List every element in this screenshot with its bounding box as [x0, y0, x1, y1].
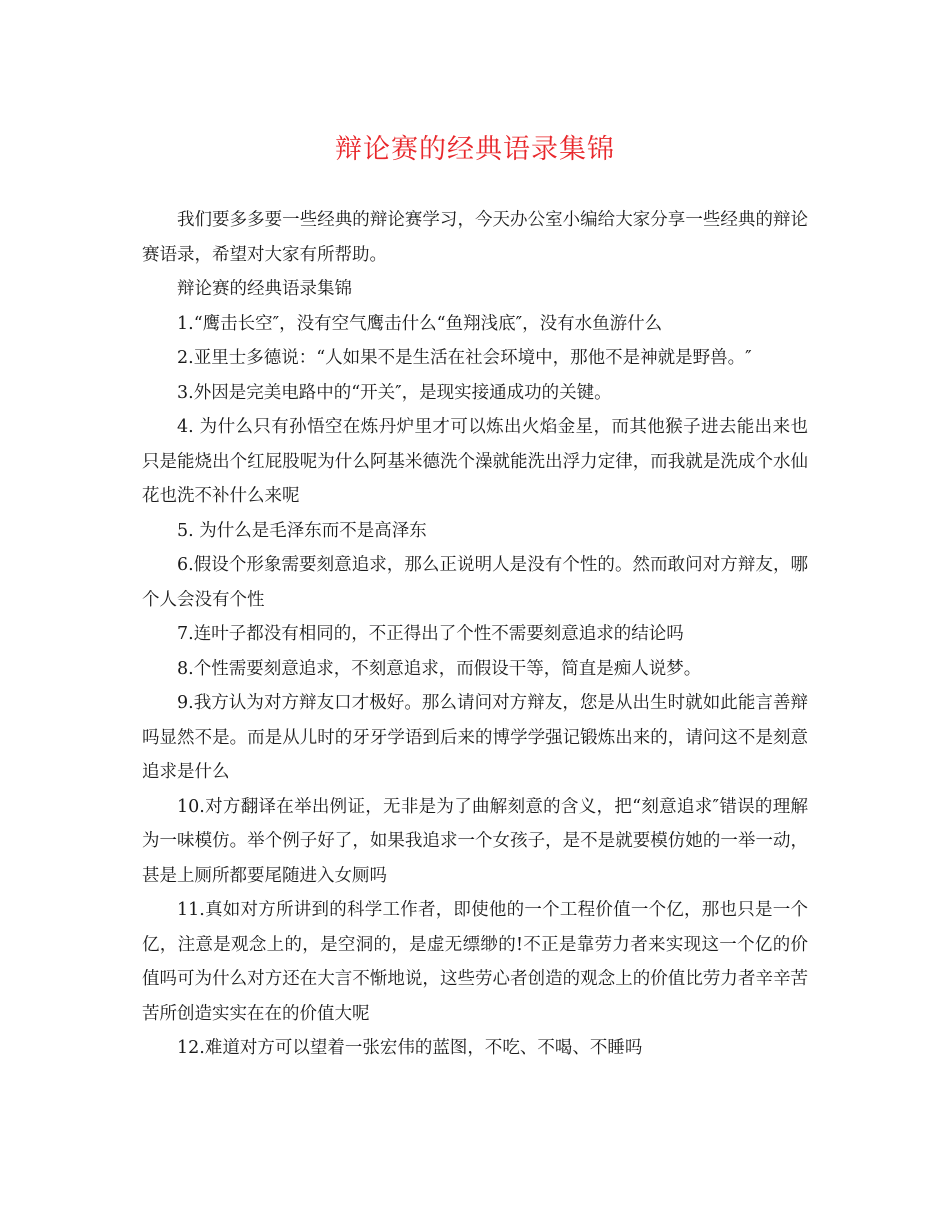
document-body: [142, 203, 808, 1066]
quote-item-8: 8.个性需要刻意追求，不刻意追求，而假设干等，简直是痴人说梦。: [177, 658, 702, 679]
intro-paragraph: 我们要多多要一些经典的辩论赛学习，今天办公室小编给大家分享一些经典的辩论赛语录，希望对大家有所帮助。: [142, 210, 808, 265]
document-title: 辩论赛的经典语录集锦: [335, 134, 615, 165]
quote-item-3: 3.外因是完美电路中的“开关″，是现实接通成功的关键。: [177, 382, 612, 403]
quote-item-4: 4. 为什么只有孙悟空在炼丹炉里才可以炼出火焰金星，而其他猴子进去能出来也只是能烧出个红屁股呢为什么阿基米德洗个澡就能洗出浮力定律，而我就是洗成个水仙花也洗不补什么来呢: [142, 417, 808, 506]
quote-item-11: 11.真如对方所讲到的科学工作者，即使他的一个工程价值一个亿，那也只是一个亿，注意是观念上的，是空洞的，是虚无缥缈的!不正是靠劳力者来实现这一个亿的价值吗可为什么对方还在大言不惭地说，这些劳心者创造的观念上的价值比劳力者辛辛苦苦所创造实实在在的价值大呢: [142, 900, 808, 1024]
quote-item-2: 2.亚里士多德说：“人如果不是生活在社会环境中，那他不是神就是野兽。″: [177, 348, 752, 368]
quote-item-5: 5. 为什么是毛泽东而不是高泽东: [177, 520, 427, 541]
quote-item-1: 1.“鹰击长空″，没有空气鹰击什么“鱼翔浅底″，没有水鱼游什么: [177, 313, 663, 334]
quote-item-7: 7.连叶子都没有相同的，不正得出了个性不需要刻意追求的结论吗: [177, 624, 684, 644]
quote-item-6: 6.假设个形象需要刻意追求，那么正说明人是没有个性的。然而敢问对方辩友，哪个人会没有个性: [142, 555, 808, 610]
quote-item-9: 9.我方认为对方辩友口才极好。那么请问对方辩友，您是从出生时就如此能言善辩吗显然不是。而是从儿时的牙牙学语到后来的博学学强记锻炼出来的，请问这不是刻意追求是什么: [142, 693, 808, 782]
quote-item-12: 12.难道对方可以望着一张宏伟的蓝图，不吃、不喝、不睡吗: [177, 1038, 643, 1058]
subtitle-paragraph: 辩论赛的经典语录集锦: [177, 279, 352, 299]
quote-item-10: 10.对方翻译在举出例证，无非是为了曲解刻意的含义，把“刻意追求″错误的理解为一味模仿。举个例子好了，如果我追求一个女孩子，是不是就要模仿她的一举一动，甚是上厕所都要尾随进入女厕吗: [142, 796, 808, 886]
